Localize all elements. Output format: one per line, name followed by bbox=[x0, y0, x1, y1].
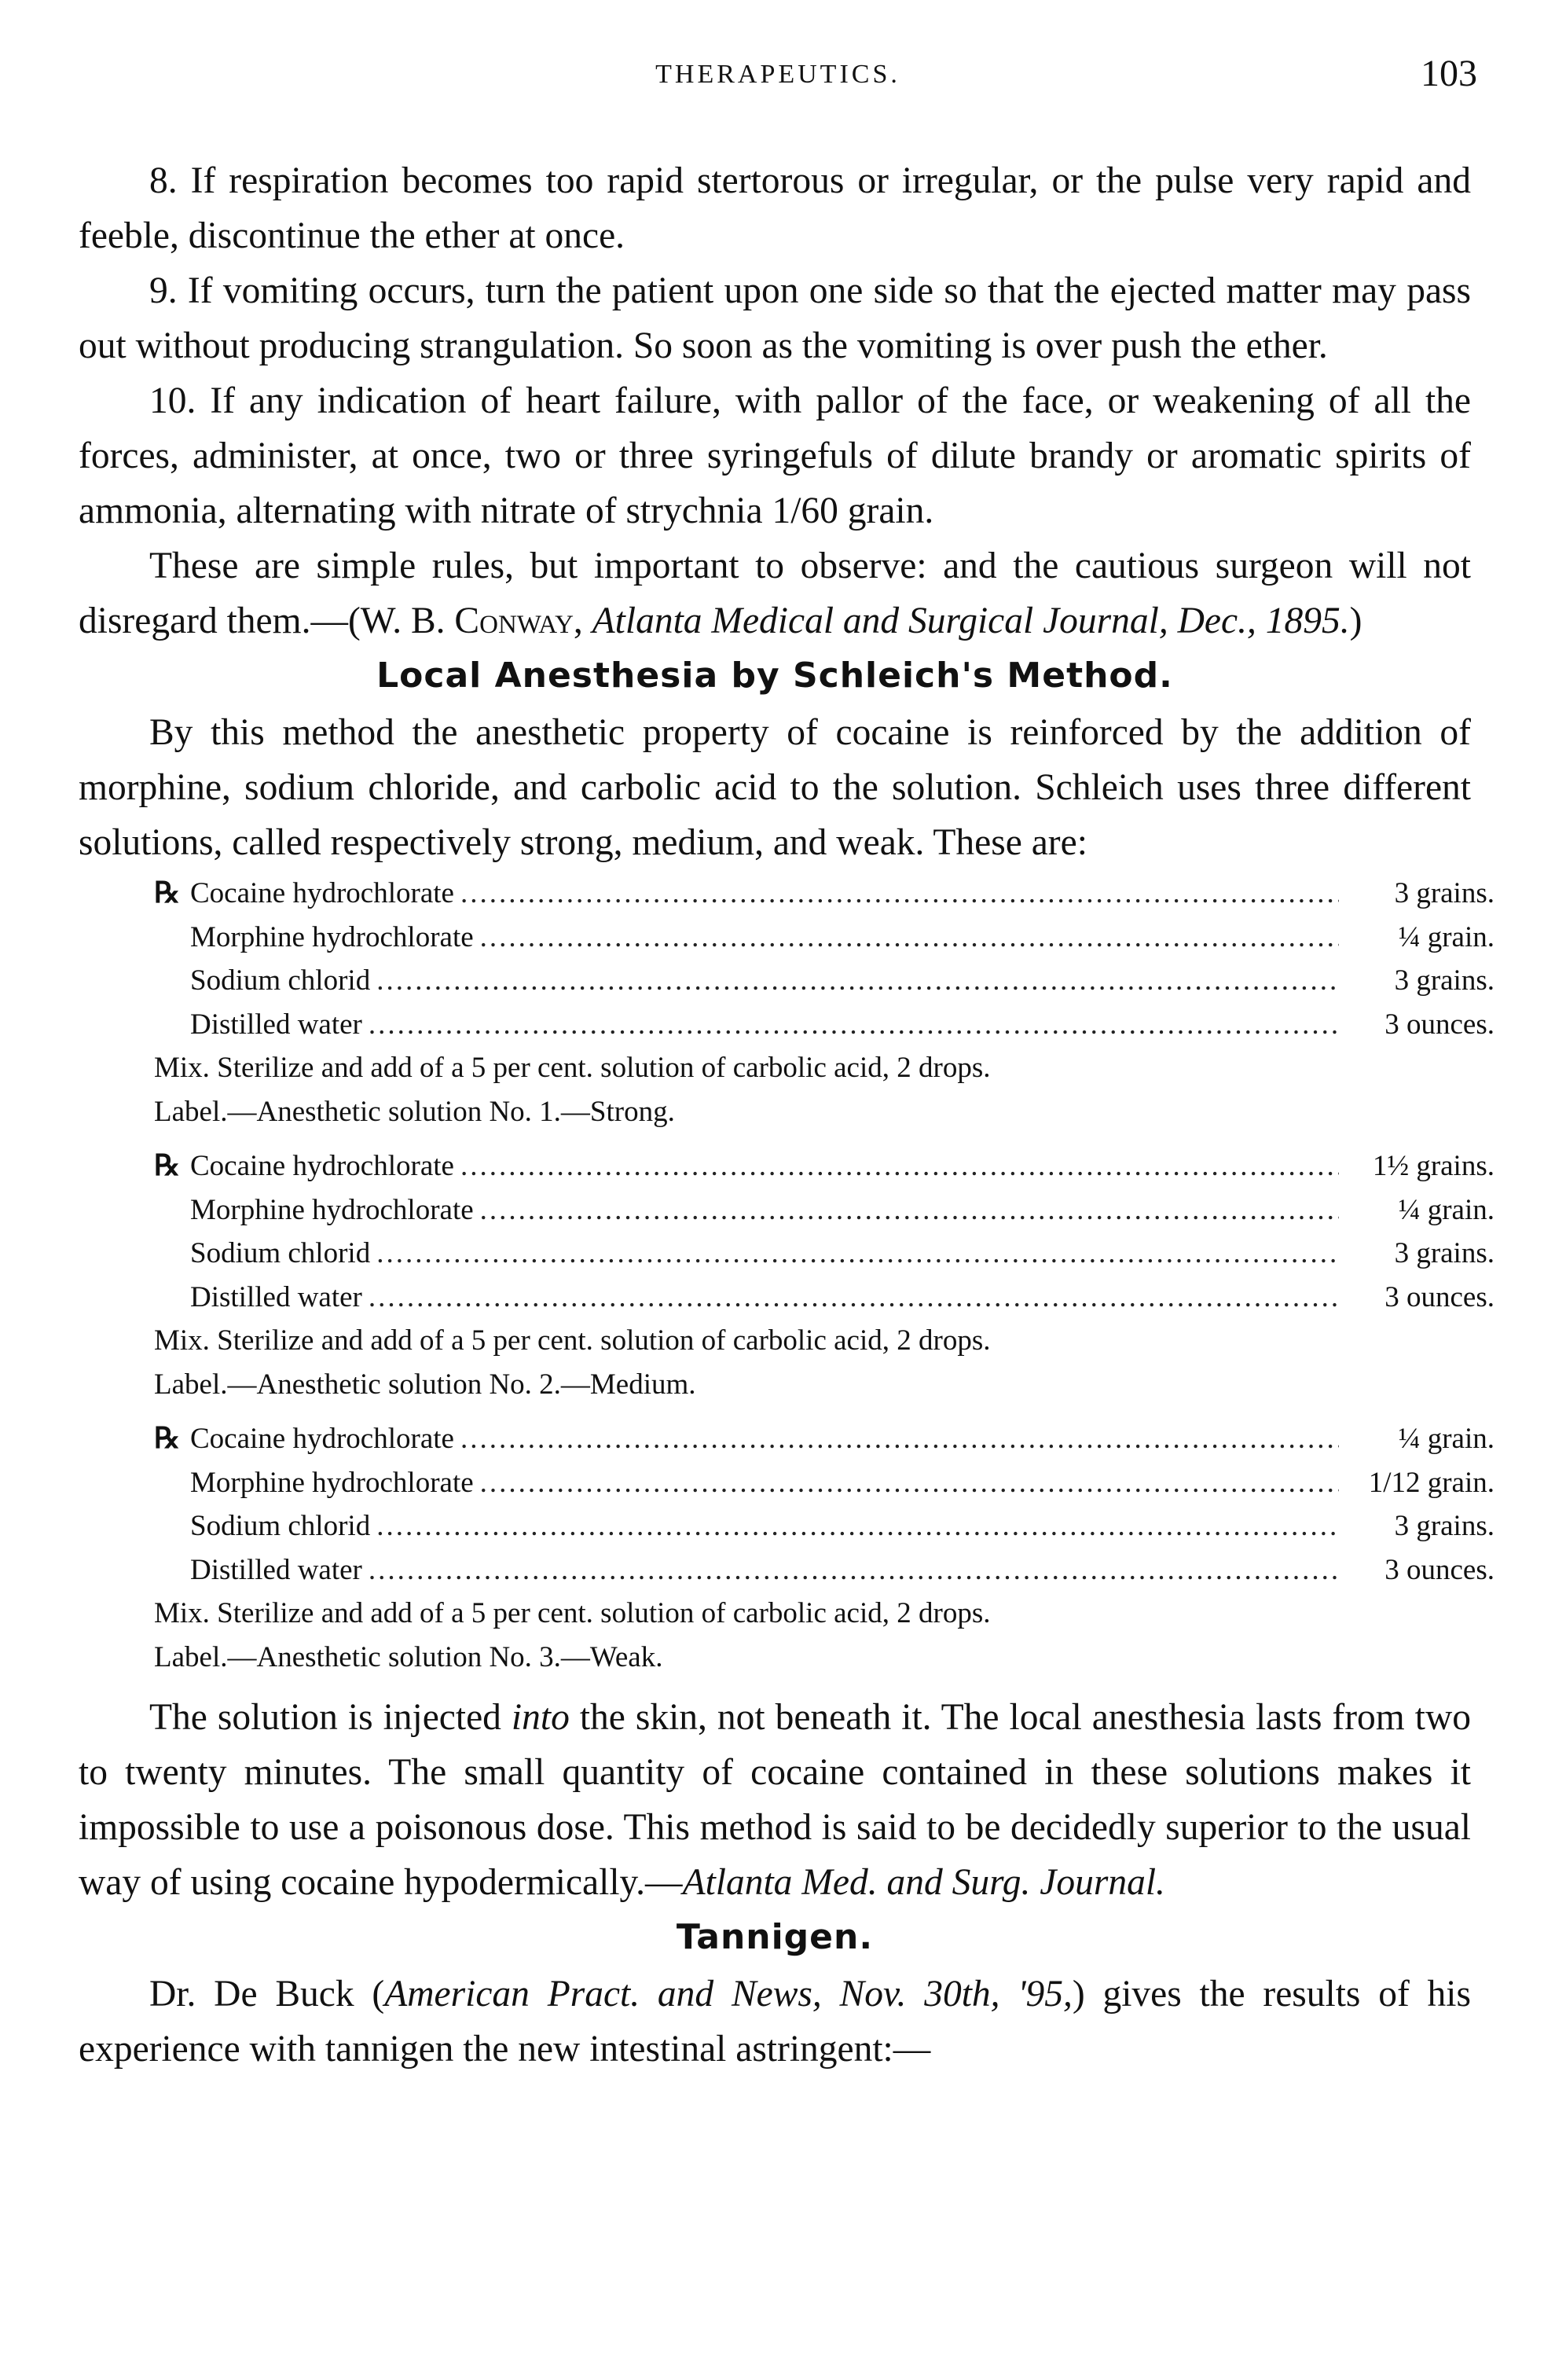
citation-close: ) bbox=[1349, 601, 1362, 641]
paragraph-rule-10: 10. If any indication of heart failure, with pallor of the face, or weakening of all the forces, administer, at once, two or three syringefuls of dilute brandy or aromatic spirits of ammonia, alternating with nitrate of strychnia 1/60 grain. bbox=[79, 380, 1471, 531]
prescription-item bbox=[154, 1144, 1494, 1188]
ingredient-name: Cocaine hydrochlorate bbox=[190, 1423, 454, 1455]
paragraph-local-anesthesia-intro: By this method the anesthetic property of cocaine is reinforced by the addition of morphine, sodium chloride, and carbolic acid to the solution. Schleich uses three different solutions, called respectively strong, medium, and weak. These are: bbox=[79, 712, 1471, 863]
leader-dots bbox=[480, 916, 1339, 960]
citation-separator: , bbox=[573, 601, 592, 641]
ingredient-name: Cocaine hydrochlorate bbox=[190, 1150, 454, 1182]
leader-dots bbox=[376, 959, 1339, 1003]
prescription-item bbox=[154, 1417, 1494, 1461]
paragraph-tannigen bbox=[79, 1967, 1471, 2077]
leader-dots bbox=[460, 1417, 1339, 1461]
prescription-item bbox=[154, 916, 1494, 960]
closing-emphasis-into: into bbox=[511, 1697, 570, 1738]
prescription-item bbox=[154, 1188, 1494, 1232]
leader-dots bbox=[460, 872, 1339, 916]
prescription-symbol: ℞ bbox=[154, 1150, 181, 1182]
prescription-label: Label.—Anesthetic solution No. 1.—Strong. bbox=[154, 1095, 675, 1128]
running-title: THERAPEUTICS. bbox=[655, 60, 900, 89]
closing-part-2: the skin, not beneath it. The local anesthesia lasts from two to twenty minutes. The small quantity of cocaine contained in these solutions makes it impossible to use a poisonous dose. This method is said to be decidedly superior to the usual way of using cocaine hypodermically.— bbox=[79, 1697, 1471, 1903]
leader-dots bbox=[460, 1144, 1339, 1188]
body-text bbox=[79, 153, 1494, 2077]
leader-dots bbox=[376, 1504, 1339, 1548]
prescription-strong bbox=[154, 872, 1494, 1133]
prescription-mix: Mix. Sterilize and add of a 5 per cent. solution of carbolic acid, 2 drops. bbox=[154, 1324, 991, 1357]
leader-dots bbox=[480, 1188, 1339, 1232]
prescription-mix: Mix. Sterilize and add of a 5 per cent. solution of carbolic acid, 2 drops. bbox=[154, 1597, 991, 1629]
tannigen-source: American Pract. and News, Nov. 30th, '95, bbox=[384, 1974, 1073, 2015]
prescription-item bbox=[154, 959, 1494, 1003]
ingredient-name: Sodium chlorid bbox=[190, 1510, 371, 1542]
ingredient-name: Distilled water bbox=[190, 1280, 362, 1313]
ingredient-name: Distilled water bbox=[190, 1008, 362, 1041]
prescription-item bbox=[154, 1232, 1494, 1276]
paragraph-rule-9: 9. If vomiting occurs, turn the patient upon one side so that the ejected matter may pass out without producing strangulation. So soon as the vomiting is over push the ether. bbox=[79, 270, 1471, 366]
leader-dots bbox=[369, 1003, 1339, 1047]
ingredient-quantity: 3 grains. bbox=[1394, 1237, 1494, 1269]
leader-dots bbox=[480, 1461, 1339, 1505]
prescription-item bbox=[154, 872, 1494, 916]
prescription-symbol: ℞ bbox=[154, 1423, 181, 1455]
citation-journal: Atlanta Medical and Surgical Journal, Dec., 1895. bbox=[592, 601, 1350, 641]
ingredient-quantity: 3 grains. bbox=[1394, 964, 1494, 997]
leader-dots bbox=[369, 1548, 1339, 1592]
ingredient-quantity: 1½ grains. bbox=[1372, 1150, 1494, 1182]
prescription-item bbox=[154, 1276, 1494, 1320]
ingredient-name: Cocaine hydrochlorate bbox=[190, 877, 454, 909]
prescription-item bbox=[154, 1003, 1494, 1047]
prescription-symbol: ℞ bbox=[154, 877, 181, 909]
ingredient-quantity: ¼ grain. bbox=[1398, 1423, 1494, 1455]
ingredient-name: Morphine hydrochlorate bbox=[190, 1466, 474, 1499]
prescription-item bbox=[154, 1461, 1494, 1505]
prescription-weak bbox=[154, 1417, 1494, 1679]
paragraph-rule-8: 8. If respiration becomes too rapid stertorous or irregular, or the pulse very rapid and feeble, discontinue the ether at once. bbox=[79, 160, 1471, 256]
closing-part-1: The solution is injected bbox=[149, 1697, 512, 1738]
page-number: 103 bbox=[1421, 53, 1477, 94]
section-heading-tannigen: Tannigen. bbox=[676, 1917, 874, 1957]
tannigen-part-1: Dr. De Buck ( bbox=[149, 1974, 385, 2015]
rules-text: These are simple rules, but important to observe: and the cautious surgeon will not disregard them.—( bbox=[79, 545, 1471, 641]
prescription-item bbox=[154, 1548, 1494, 1592]
closing-source: Atlanta Med. and Surg. Journal. bbox=[682, 1862, 1165, 1903]
ingredient-quantity: ¼ grain. bbox=[1398, 920, 1494, 953]
ingredient-name: Sodium chlorid bbox=[190, 1237, 371, 1269]
prescription-medium bbox=[154, 1144, 1494, 1406]
prescription-mix: Mix. Sterilize and add of a 5 per cent. solution of carbolic acid, 2 drops. bbox=[154, 1052, 991, 1084]
ingredient-quantity: 3 ounces. bbox=[1384, 1280, 1494, 1313]
section-heading-local-anesthesia: Local Anesthesia by Schleich's Method. bbox=[376, 656, 1173, 696]
ingredient-quantity: ¼ grain. bbox=[1398, 1193, 1494, 1226]
prescription-label: Label.—Anesthetic solution No. 3.—Weak. bbox=[154, 1640, 663, 1673]
prescription-label: Label.—Anesthetic solution No. 2.—Medium. bbox=[154, 1368, 696, 1401]
ingredient-quantity: 3 ounces. bbox=[1384, 1008, 1494, 1041]
paragraph-closing bbox=[79, 1690, 1471, 1910]
ingredient-name: Morphine hydrochlorate bbox=[190, 920, 474, 953]
ingredient-name: Morphine hydrochlorate bbox=[190, 1193, 474, 1226]
ingredient-quantity: 1/12 grain. bbox=[1368, 1466, 1494, 1499]
prescription-item bbox=[154, 1504, 1494, 1548]
paragraph-rules-summary bbox=[79, 538, 1471, 648]
leader-dots bbox=[369, 1276, 1339, 1320]
ingredient-quantity: 3 grains. bbox=[1394, 1510, 1494, 1542]
ingredient-quantity: 3 ounces. bbox=[1384, 1553, 1494, 1586]
running-head bbox=[79, 49, 1477, 104]
ingredient-quantity: 3 grains. bbox=[1394, 877, 1494, 909]
leader-dots bbox=[376, 1232, 1339, 1276]
citation-author: W. B. Conway bbox=[360, 601, 574, 641]
ingredient-name: Distilled water bbox=[190, 1553, 362, 1586]
tannigen-part-2: ) gives the results of his experience with tannigen the new intestinal astringent:— bbox=[79, 1974, 1471, 2070]
ingredient-name: Sodium chlorid bbox=[190, 964, 371, 997]
